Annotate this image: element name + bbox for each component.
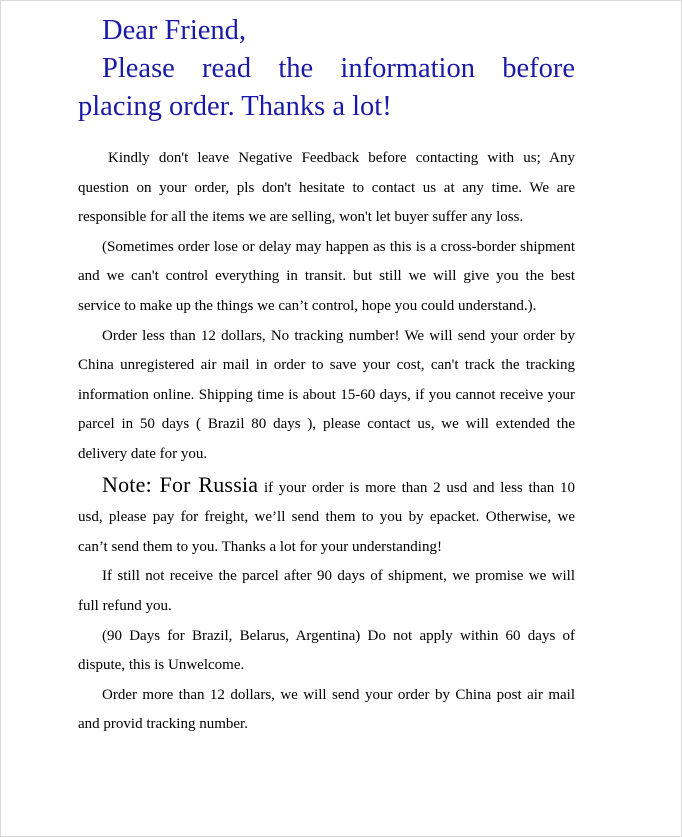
refund-paragraph: If still not receive the parcel after 90 days of shipment, we promise we will full refund you. xyxy=(78,568,575,614)
dispute-paragraph: (90 Days for Brazil, Belarus, Argentina) Do not apply within 60 days of dispute, this is Unwelcome. xyxy=(78,627,575,674)
notice-document xyxy=(78,12,575,740)
under-12-dollars-paragraph: Order less than 12 dollars, No tracking number! We will send your order by China unregistered air mail in order to save your cost, can't track the tracking information online. Shipping time is about 15-60 days, if you cannot receive your parcel in 50 days ( Brazil 80 days ), please contact us, we will extended the delivery date for you. xyxy=(78,327,575,462)
request-heading-line2: placing order. Thanks a lot! xyxy=(78,91,392,122)
request-heading-line1: Please read the information before xyxy=(102,53,575,84)
russia-note-lead: Note: For Russia xyxy=(102,471,259,497)
over-12-dollars-paragraph: Order more than 12 dollars, we will send your order by China post air mail and provid tracking number. xyxy=(78,686,575,733)
russia-note-paragraph xyxy=(78,470,575,563)
delay-paragraph: (Sometimes order lose or delay may happen as this is a cross-border shipment and we can't control everything in transit. but still we will give you the best service to make up the things we can’t control, hope you could understand.). xyxy=(78,238,575,314)
feedback-paragraph: Kindly don't leave Negative Feedback before contacting with us; Any question on your order, pls don't hesitate to contact us at any time. We are responsible for all the items we are selling, won't let buyer suffer any loss. xyxy=(78,150,575,226)
russia-note-body: if your order is more than 2 usd and less than 10 usd, please pay for freight, we’ll send them to you by epacket. Otherwise, we can’t send them to you. Thanks a lot for your understanding! xyxy=(78,479,576,555)
notice-body xyxy=(78,144,575,740)
greeting-heading: Dear Friend, xyxy=(102,15,247,46)
request-heading xyxy=(78,50,575,126)
